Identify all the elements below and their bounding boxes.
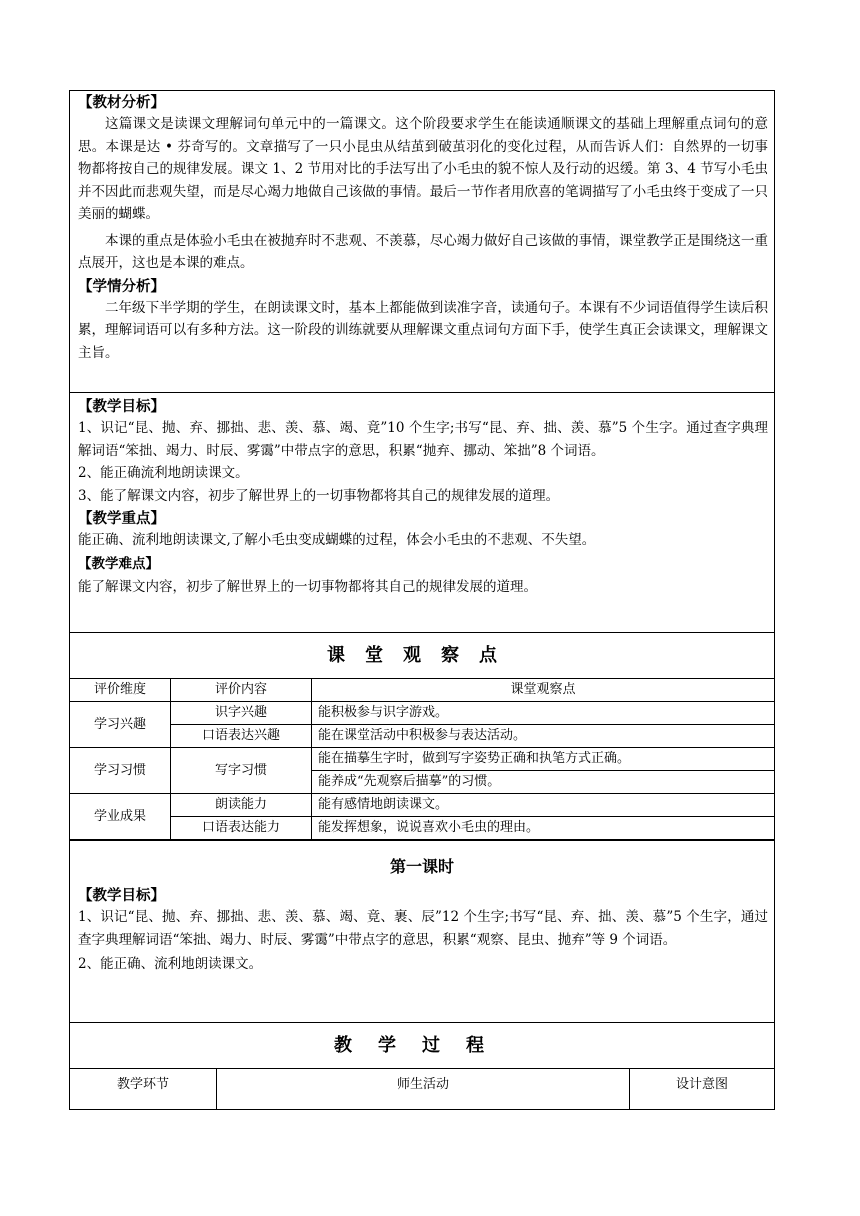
process-title-row — [69, 1022, 775, 1068]
dimension-cell: 学习兴趣 — [70, 702, 171, 748]
point-cell: 能积极参与识字游戏。 — [312, 702, 775, 725]
point-cell: 能有感情地朗读课文。 — [312, 794, 775, 817]
process-col-stage: 教学环节 — [70, 1069, 217, 1109]
header-content: 评价内容 — [171, 679, 312, 702]
teaching-difficulty-heading: 【教学难点】 — [78, 555, 159, 572]
content-cell: 朗读能力 — [171, 794, 312, 817]
observation-title-row — [69, 632, 775, 678]
teaching-goal-heading: 【教学目标】 — [78, 398, 165, 415]
dimension-cell: 学习习惯 — [70, 748, 171, 794]
teaching-goal-2: 2、能正确流利地朗读课文。 — [78, 465, 249, 481]
table-row — [70, 748, 774, 771]
content-cell: 识字兴趣 — [171, 702, 312, 725]
table-row — [70, 702, 774, 725]
point-cell: 能在描摹生字时，做到写字姿势正确和执笔方式正确。 — [312, 748, 775, 771]
table-row — [70, 725, 774, 748]
observation-title: 课堂观察点 — [327, 645, 517, 666]
point-cell: 能养成“先观察后描摹”的习惯。 — [312, 771, 775, 794]
process-col-intent: 设计意图 — [675, 1077, 728, 1092]
teaching-difficulty-text: 能了解课文内容，初步了解世界上的一切事物都将其自己的规律发展的道理。 — [78, 578, 537, 595]
teaching-goal-3: 3、能了解课文内容，初步了解世界上的一切事物都将其自己的规律发展的道理。 — [78, 487, 560, 504]
header-dimension: 评价维度 — [70, 679, 171, 702]
student-analysis-heading: 【学情分析】 — [78, 277, 165, 295]
teaching-focus-heading: 【教学重点】 — [78, 510, 165, 527]
teaching-focus-text: 能正确、流利地朗读课文,了解小毛虫变成蝴蝶的过程，体会小毛虫的不悲观、不失望。 — [78, 532, 596, 548]
table-row — [70, 817, 774, 840]
header-observation-point: 课堂观察点 — [312, 679, 775, 702]
table-row — [70, 794, 774, 817]
material-analysis-paragraph-2: 本课的重点是体验小毛虫在被抛弃时不悲观、不羡慕，尽心竭力做好自己该做的事情，课堂教学正是围绕这一重点展开，这也是本课的难点。 — [78, 232, 768, 271]
lesson-one-section — [69, 840, 775, 1022]
dimension-cell: 学业成果 — [70, 794, 171, 840]
process-header-row — [69, 1068, 775, 1110]
observation-table — [70, 679, 774, 840]
teaching-goal-1: 1、识记“昆、抛、弃、挪拙、悲、羡、慕、竭、竟”10 个生字;书写“昆、弃、拙、羡、慕”5 个生字。通过查字典理解词语“笨拙、竭力、时辰、雾霭”中带点字的意思，积累“抛弃、挪动、笨拙”8 个词语。 — [78, 420, 768, 459]
analysis-section — [69, 90, 775, 392]
content-cell: 写字习惯 — [171, 748, 312, 794]
content-cell: 口语表达能力 — [171, 817, 312, 840]
content-cell: 口语表达兴趣 — [171, 725, 312, 748]
lesson-one-goal-2: 2、能正确、流利地朗读课文。 — [78, 956, 263, 972]
material-analysis-heading: 【教材分析】 — [78, 94, 165, 111]
observation-table-wrap — [69, 678, 775, 840]
table-row — [70, 679, 774, 702]
lesson-one-goal-1: 1、识记“昆、抛、弃、挪拙、悲、羡、慕、竭、竟、裹、辰”12 个生字;书写“昆、弃、拙、羡、慕”5 个生字，通过查字典理解词语“笨拙、竭力、时辰、雾霭”中带点字的意思，积累“观察、昆虫、抛弃”等 9 个词语。 — [78, 909, 768, 948]
process-title: 教学过程 — [334, 1035, 510, 1056]
process-col-activity: 师生活动 — [217, 1069, 630, 1109]
lesson-one-goal-heading: 【教学目标】 — [78, 887, 165, 904]
objectives-section — [69, 392, 775, 632]
material-analysis-paragraph-1: 这篇课文是读课文理解词句单元中的一篇课文。这个阶段要求学生在能读通顺课文的基础上理解重点词句的意思。本课是达 • 芬奇写的。文章描写了一只小昆虫从结茧到破茧羽化的变化过程，从而告诉人们：自然界的一切事物都将按自己的规律发展。课文 1、2 节用对比的手法写出了小毛虫的貌不惊人及行动的迟缓。第 3、4 节写小毛虫并不因此而悲观失望，而是尽心竭力地做自己该做的事情。最后一节作者用欣喜的笔调描写了小毛虫终于变成了一只美丽的蝴蝶。 — [78, 116, 768, 222]
lesson-plan-page — [69, 90, 775, 1110]
lesson-one-title: 第一课时 — [389, 857, 454, 876]
point-cell: 能发挥想象，说说喜欢小毛虫的理由。 — [312, 817, 775, 840]
student-analysis-paragraph: 二年级下半学期的学生，在朗读课文时，基本上都能做到读准字音，读通句子。本课有不少词语值得学生读后积累，理解词语可以有多种方法。这一阶段的训练就要从理解课文重点词句方面下手，使学生真正会读课文，理解课文主旨。 — [78, 299, 768, 361]
point-cell: 能在课堂活动中积极参与表达活动。 — [312, 725, 775, 748]
